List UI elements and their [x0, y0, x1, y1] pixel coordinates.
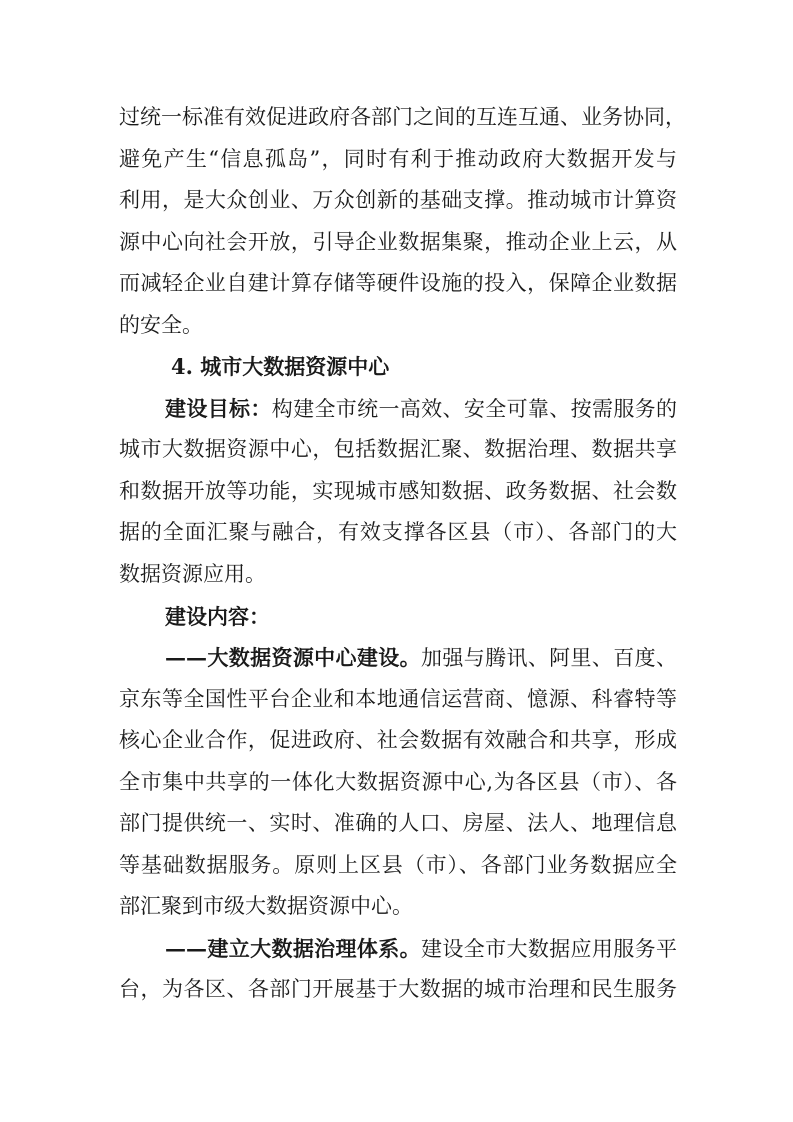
line-text: 避免产生“信息孤岛”，同时有利于推动政府大数据开发与: [119, 146, 677, 171]
text-line: [119, 969, 677, 1011]
line-text: 京东等全国性平台企业和本地通信运营商、憶源、科睿特等: [119, 686, 677, 711]
line-text: 利用，是大众创业、万众创新的基础支撑。推动城市计算资: [119, 188, 677, 213]
line-text: 核心企业合作，促进政府、社会数据有效融合和共享，形成: [119, 728, 677, 753]
text-line: [119, 596, 677, 638]
bold-lead: 建设内容：: [165, 603, 270, 629]
text-line: [119, 762, 677, 804]
line-text: 城市大数据资源中心，包括数据汇聚、数据治理、数据共享: [119, 437, 677, 462]
text-line: [119, 679, 677, 721]
text-line: [119, 637, 677, 679]
line-text: 台，为各区、各部门开展基于大数据的城市治理和民生服务: [119, 977, 677, 1002]
text-line: [119, 845, 677, 887]
text-line: [119, 222, 677, 264]
text-line: [119, 720, 677, 762]
line-text: 建设全市大数据应用服务平: [421, 936, 677, 961]
bold-lead: 建设目标：: [165, 395, 272, 421]
line-text: 源中心向社会开放，引导企业数据集聚，推动企业上云，从: [119, 229, 677, 254]
text-line: [119, 803, 677, 845]
document-page: [119, 97, 686, 1011]
text-line: [119, 180, 677, 222]
bold-lead: ——建立大数据治理体系。: [165, 935, 421, 961]
line-text: 而减轻企业自建计算存储等硬件设施的投入，保障企业数据: [119, 271, 677, 296]
line-text: 加强与腾讯、阿里、百度、: [421, 646, 677, 671]
line-text: 和数据开放等功能，实现城市感知数据、政务数据、社会数: [119, 478, 677, 503]
line-text: 等基础数据服务。原则上区县（市）、各部门业务数据应全: [119, 852, 677, 877]
line-text: 全市集中共享的一体化大数据资源中心,为各区县（市）、各: [119, 769, 677, 794]
text-line: [119, 97, 686, 139]
line-text: 构建全市统一高效、安全可靠、按需服务的: [271, 396, 678, 421]
text-line: [119, 305, 677, 347]
text-line: [119, 512, 677, 554]
line-text: 部门提供统一、实时、准确的人口、房屋、法人、地理信息: [119, 811, 677, 836]
section-heading: 4. 城市大数据资源中心: [171, 354, 390, 380]
line-text: 的安全。: [119, 312, 203, 337]
line-text: 据的全面汇聚与融合，有效支撑各区县（市）、各部门的大: [119, 520, 677, 545]
text-line: [119, 388, 677, 430]
text-line: [119, 139, 677, 181]
line-text: 部汇聚到市级大数据资源中心。: [119, 894, 413, 919]
text-line: [119, 263, 677, 305]
text-line: [119, 471, 677, 513]
text-line: [119, 886, 677, 928]
line-text: 过统一标准有效促进政府各部门之间的互连互通、业务协同，: [119, 105, 686, 129]
text-line: [119, 554, 677, 596]
text-line: [119, 429, 677, 471]
text-line: [119, 928, 677, 970]
bold-lead: ——大数据资源中心建设。: [165, 645, 421, 671]
line-text: 数据资源应用。: [119, 562, 266, 587]
